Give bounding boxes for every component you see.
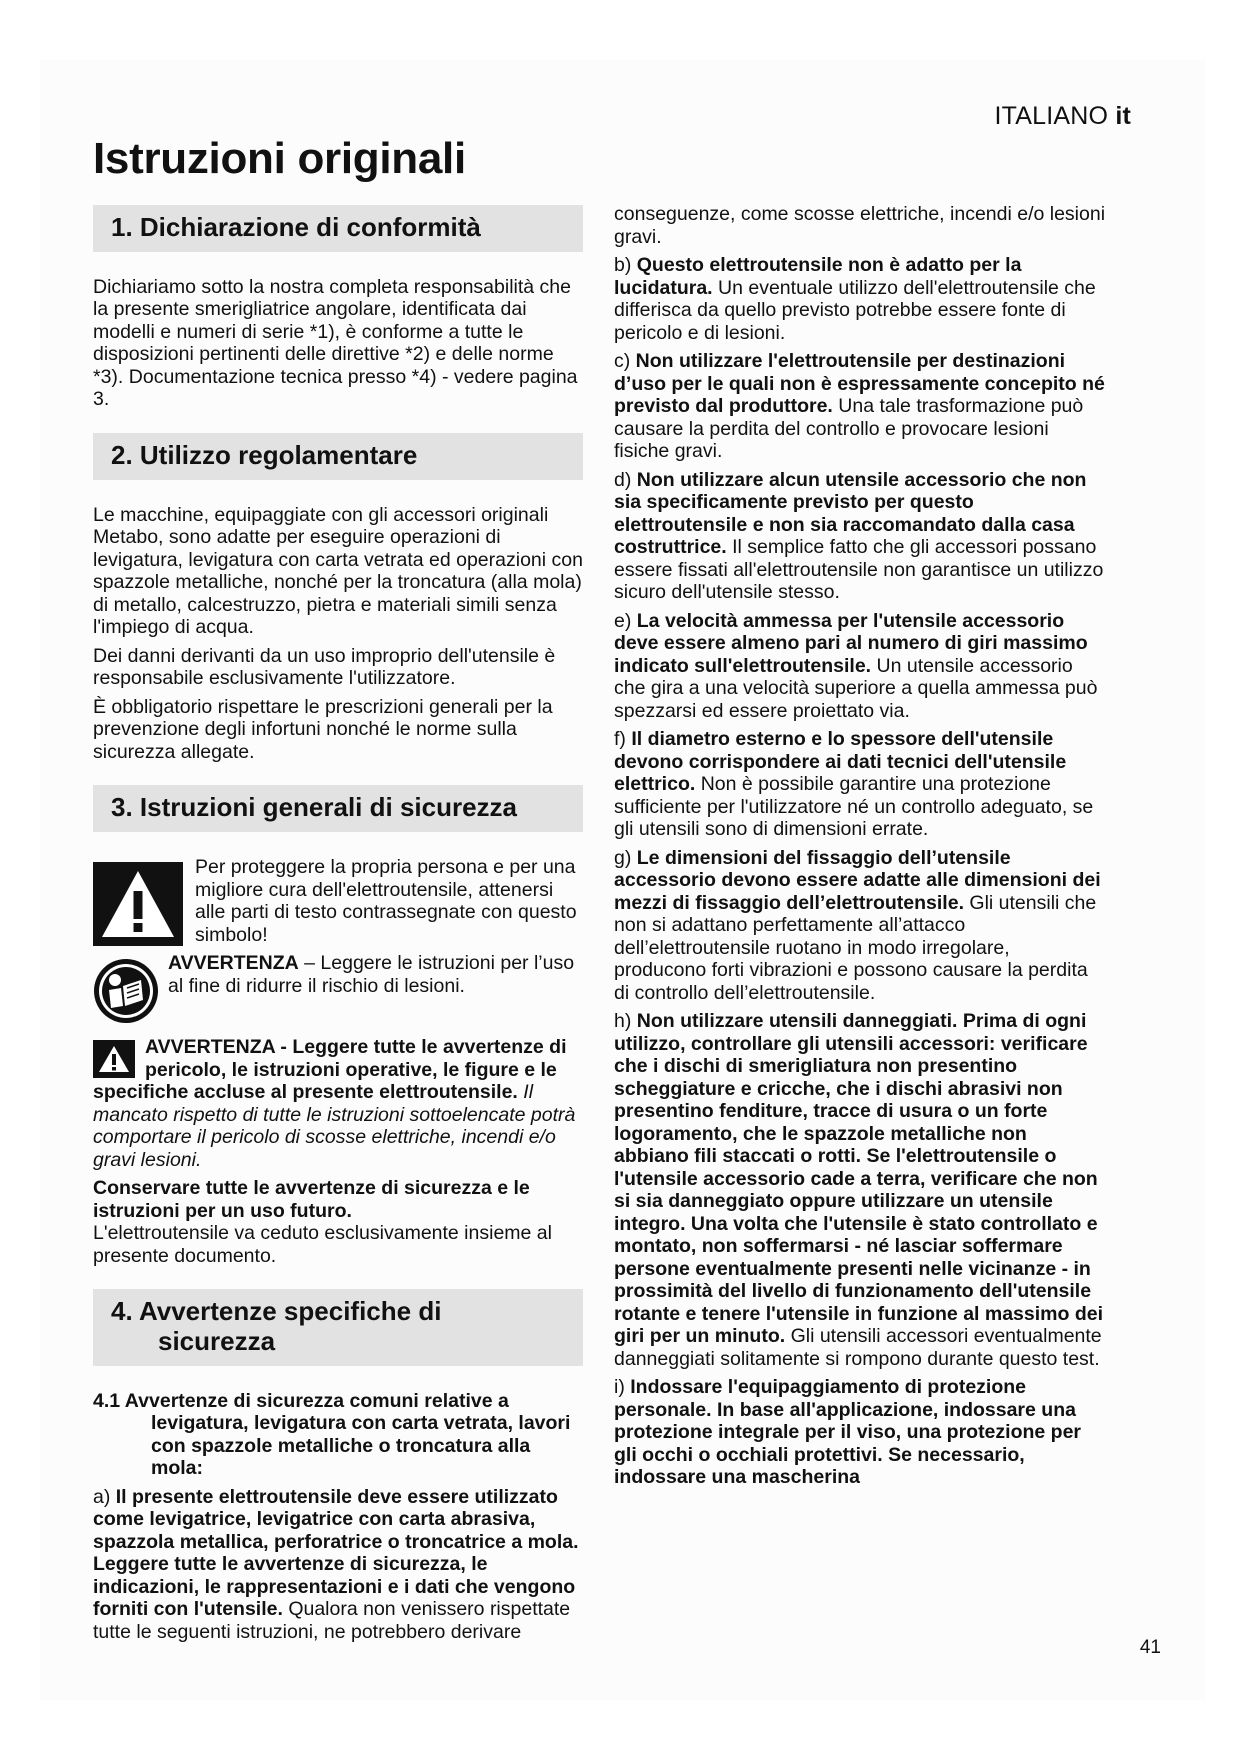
section-header-3: 3. Istruzioni generali di sicurezza: [93, 785, 583, 832]
item-b: b) Questo elettroutensile non è adatto per la lucidatura. Un eventuale utilizzo dell'elettroutensile che differisca da quello previsto potrebbe essere fonte di pericolo e di lesioni.: [614, 254, 1096, 344]
item-c: c) Non utilizzare l'elettroutensile per destinazioni d’uso per le quali non è espressamente concepito né previsto dal produttore. Una tale trasformazione può causare la perdita del controllo e provocare lesioni fisiche gravi.: [614, 350, 1105, 462]
page-number: 41: [1139, 1637, 1161, 1658]
right-column: [614, 203, 1106, 1495]
s2-paragraph-3: È obbligatorio rispettare le prescrizioni generali per la prevenzione degli infortuni nonché le norme sulla sicurezza allegate.: [93, 695, 553, 763]
symbol-note: [93, 856, 583, 946]
keep-instructions-paragraph: Conservare tutte le avvertenze di sicurezza e le istruzioni per un uso futuro.: [93, 1177, 530, 1222]
section-header-1: 1. Dichiarazione di conformità: [93, 205, 583, 252]
page-title: Istruzioni originali: [93, 134, 466, 183]
s2-paragraph-2: Dei danni derivanti da un uso improprio dell'utensile è responsabile esclusivamente l'utilizzatore.: [93, 644, 556, 690]
read-warning-text: – Leggere le istruzioni per l’uso al fine di ridurre il rischio di lesioni.: [168, 952, 575, 997]
s1-paragraph: Dichiariamo sotto la nostra completa responsabilità che la presente smerigliatrice angolare, identificata dai modelli e numeri di serie *1), è conforme a tutte le disposizioni pertinenti delle direttive *2) e delle norme *3). Documentazione tecnica presso *4) - vedere pagina 3.: [93, 275, 578, 411]
item-a: a) Il presente elettroutensile deve essere utilizzato come levigatrice, levigatrice con carta abrasiva, spazzola metallica, perforatrice o troncatrice a mola. Leggere tutte le avvertenze di sicurezza, le indicazioni, le rappresentazioni e i dati che vengono forniti con l'utensile. Qualora non venissero rispettate tutte le seguenti istruzioni, ne potrebbero derivare: [93, 1485, 579, 1643]
handover-paragraph: L'elettroutensile va ceduto esclusivamente insieme al presente documento.: [93, 1222, 552, 1267]
s2-paragraph-1: Le macchine, equipaggiate con gli accessori originali Metabo, sono adatte per eseguire operazioni di levigatura, levigatura con carta vetrata ed operazioni con spazzole metalliche, nonché per la troncatura (alla mola) di metallo, calcestruzzo, pietra e materiali simili senza l'impiego di acqua.: [93, 503, 583, 639]
item-h: h) Non utilizzare utensili danneggiati. Prima di ogni utilizzo, controllare gli utensili accessori: verificare che i dischi di smerigliatura non presentino scheggiature e cricche, che i dischi abrasivi non presentino fenditure, tracce di usura o un forte logoramento, che le spazzole metalliche non abbiano fili staccati o rotti. Se l'elettroutensile o l'utensile accessorio cade a terra, verificare che non si sia danneggiato oppure utilizzare un utensile integro. Una volta che l'utensile è stato controllato e montato, non soffermarsi - né lasciar soffermare persone eventualmente presenti nelle vicinanze - in prossimità del livello di funzionamento dell'utensile rotante e tenere l'utensile in funzione al massimo dei giri per un minuto. Gli utensili accessori eventualmente danneggiati solitamente si rompono durante questo test.: [614, 1010, 1104, 1370]
left-column: [93, 205, 583, 1649]
read-manual-icon: [93, 958, 159, 1024]
section-header-4: 4. Avvertenze specifiche di sicurezza: [93, 1289, 583, 1366]
small-warning-triangle-icon: [93, 1040, 135, 1078]
item-e: e) La velocità ammessa per l'utensile accessorio deve essere almeno pari al numero di giri massimo indicato sull'elettroutensile. Un utensile accessorio che gira a una velocità superiore a quella ammessa può spezzarsi ed essere proiettato via.: [614, 609, 1098, 722]
section-header-2: 2. Utilizzo regolamentare: [93, 433, 583, 480]
language-label: ITALIANO it: [994, 102, 1131, 130]
symbol-note-text: Per proteggere la propria persona e per una migliore cura dell'elettroutensile, attenersi alle parti di testo contrassegnate con questo simbolo!: [195, 856, 577, 946]
warning-triangle-icon: [93, 862, 183, 946]
item-g: g) Le dimensioni del fissaggio dell’utensile accessorio devono essere adatte alle dimensioni dei mezzi di fissaggio dell’elettroutensile. Gli utensili che non si adattano perfettamente all’attacco dell’elettroutensile ruotano in modo irregolare, producono forti vibrazioni e possono causare la perdita di controllo dell’elettroutensile.: [614, 846, 1101, 1004]
item-d: d) Non utilizzare alcun utensile accessorio che non sia specificamente previsto per questo elettroutensile e non sia raccomandato dalla casa costruttrice. Il semplice fatto che gli accessori possano essere fissati all'elettroutensile non garantisce un utilizzo sicuro dell'utensile stesso.: [614, 468, 1104, 603]
item-i: i) Indossare l'equipaggiamento di protezione personale. In base all'applicazione, indossare una protezione integrale per il viso, una protezione per gli occhi o occhiali protettivi. Se necessario, indossare una mascherina: [614, 1376, 1082, 1488]
item-f: f) Il diametro esterno e lo spessore dell'utensile devono corrispondere ai dati tecnici dell'utensile elettrico. Non è possibile garantire una protezione sufficiente per l'utilizzatore né un controllo adeguato, se gli utensili sono di dimensioni errate.: [614, 728, 1094, 840]
item-a-continued: conseguenze, come scosse elettriche, incendi e/o lesioni gravi.: [614, 203, 1106, 248]
subsection-4-1-title: 4.1 Avvertenze di sicurezza comuni relative a levigatura, levigatura con carta vetrata, lavori con spazzole metalliche o troncatura alla mola:: [93, 1389, 571, 1480]
read-manual-note: [93, 952, 583, 1024]
read-warning-label: AVVERTENZA: [168, 952, 299, 975]
general-warning-paragraph: AVVERTENZA - Leggere tutte le avvertenze di pericolo, le istruzioni operative, le figure e le specifiche accluse al presente elettroutensile. Il mancato rispetto di tutte le istruzioni sottoelencate potrà comportare il pericolo di scosse elettriche, incendi e/o gravi lesioni.: [93, 1036, 576, 1171]
